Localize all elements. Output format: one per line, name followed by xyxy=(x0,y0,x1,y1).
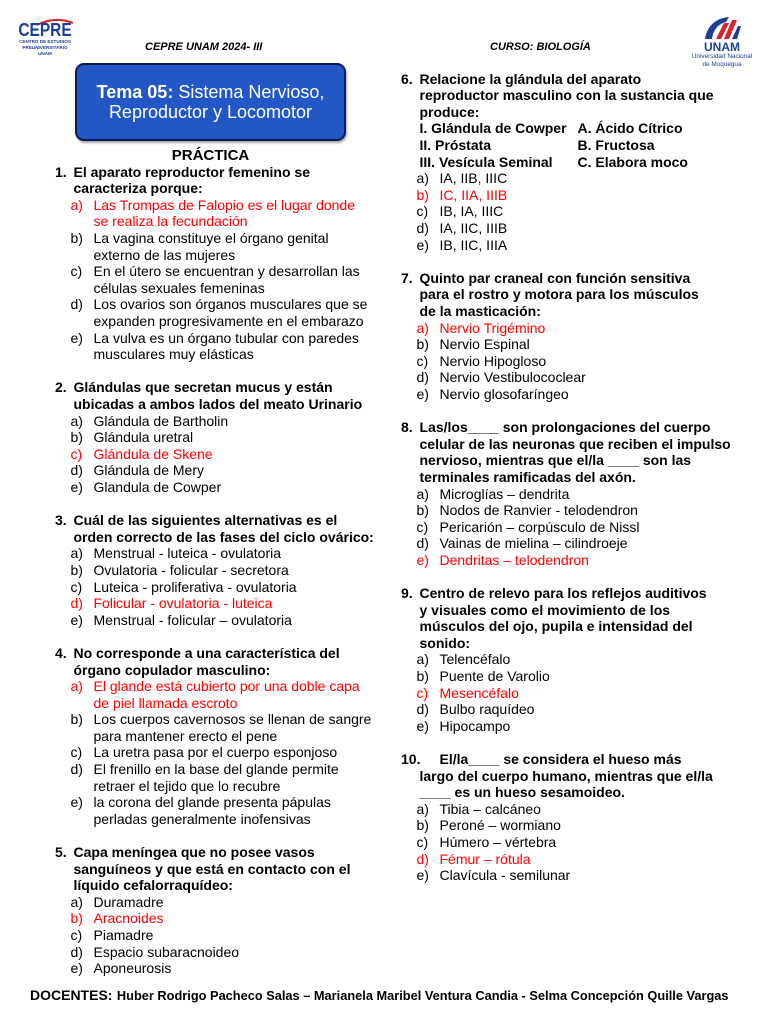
option-letter: a) xyxy=(416,485,429,502)
topic-number: Tema 05: xyxy=(96,82,174,102)
option-d xyxy=(401,851,756,868)
option-d xyxy=(55,296,385,329)
option-text-line: IC, IIA, IIIB xyxy=(439,186,508,203)
option-d xyxy=(55,761,385,794)
option-e xyxy=(55,960,385,977)
question-stem xyxy=(55,379,385,412)
option-b xyxy=(401,668,756,685)
cepre-logo-line: UNAM xyxy=(38,50,52,56)
option-text-line: retraer el tejido que lo recubre xyxy=(93,777,281,794)
matching-substance: A. Ácido Cítrico xyxy=(577,120,683,137)
option-text-line: IA, IIC, IIIB xyxy=(439,220,508,237)
footer-label: DOCENTES: xyxy=(30,987,113,1003)
option-d xyxy=(55,462,385,479)
question-stem-line: ubicadas a ambos lados del meato Urinario xyxy=(73,396,363,412)
option-text-line: Menstrual - luteica - ovulatoria xyxy=(93,545,282,562)
question-stem xyxy=(401,585,756,651)
option-text-line: Nervio glosofaríngeo xyxy=(439,385,569,402)
option-text-line: células sexuales femeninas xyxy=(93,279,265,296)
option-text-line: Nervio Espinal xyxy=(439,336,530,353)
option-text-line: Puente de Varolio xyxy=(439,668,550,685)
option-letter: b) xyxy=(416,336,429,353)
option-c xyxy=(401,685,756,702)
option-letter: c) xyxy=(70,578,83,595)
option-letter: c) xyxy=(70,927,83,943)
option-letter: c) xyxy=(416,203,429,220)
question-stem-line: Quinto par craneal con función sensitiva xyxy=(419,269,691,286)
cepre-logo xyxy=(13,18,77,56)
unam-logo-line: de Moquegua xyxy=(702,61,742,68)
option-letter: b) xyxy=(70,561,83,578)
option-b xyxy=(401,817,756,834)
option-text-line: La vulva es un órgano tubular con paredes xyxy=(93,329,359,346)
question-stem-line: caracteriza porque: xyxy=(73,180,203,197)
option-letter: c) xyxy=(416,834,429,850)
option-c xyxy=(55,744,385,761)
option-text-line: Bulbo raquídeo xyxy=(439,701,535,718)
question-number: 4. xyxy=(55,644,67,661)
question-stem-line: No corresponde a una característica del xyxy=(73,644,340,661)
question-5 xyxy=(55,844,385,977)
question-number: 6. xyxy=(401,70,413,87)
question-stem-line: Capa meníngea que no posee vasos xyxy=(73,844,315,861)
option-text-line: Glándula de Mery xyxy=(93,462,205,479)
option-d xyxy=(55,595,385,612)
question-stem xyxy=(401,270,756,320)
option-text-line: Menstrual - folicular – ovulatoria xyxy=(93,611,292,628)
option-text-line: Vainas de mielina – cilindroeje xyxy=(439,535,628,552)
option-c xyxy=(55,579,385,596)
question-stem-line: El/la____ se considera el hueso más xyxy=(439,751,682,768)
option-b xyxy=(55,230,385,263)
option-letter: e) xyxy=(416,551,429,568)
option-c xyxy=(55,927,385,944)
question-stem-line: sanguíneos y que está en contacto con el xyxy=(73,860,351,877)
option-text-line: Ovulatoria - folicular - secretora xyxy=(93,561,289,578)
option-letter: d) xyxy=(416,369,429,386)
option-text-line: expanden progresivamente en el embarazo xyxy=(93,313,364,330)
question-stem-line: Glándulas que secretan mucus y están xyxy=(73,379,333,396)
option-text-line: Espacio subaracnoideo xyxy=(93,943,240,960)
option-a xyxy=(55,197,385,230)
option-text-line: Nervio Vestibulococlear xyxy=(439,369,586,386)
option-e xyxy=(401,552,756,569)
question-stem-line: produce: xyxy=(419,103,480,120)
option-text-line: la corona del glande presenta pápulas xyxy=(93,794,331,811)
question-stem xyxy=(401,419,756,485)
option-letter: e) xyxy=(416,867,429,884)
option-letter: c) xyxy=(70,744,83,761)
option-text-line: para mantener erecto el pene xyxy=(93,727,278,744)
option-b xyxy=(401,502,756,519)
option-text-line: Clavícula - semilunar xyxy=(439,867,571,884)
option-text-line: de piel llamada escroto xyxy=(93,694,238,711)
question-stem-line: para el rostro y motora para los músculos xyxy=(419,286,699,303)
footer-teachers xyxy=(30,986,729,1005)
question-number: 5. xyxy=(55,844,67,861)
question-7 xyxy=(401,270,756,403)
option-e xyxy=(55,330,385,363)
question-stem-line: y visuales como el movimiento de los xyxy=(419,601,671,618)
option-text-line: Los ovarios son órganos musculares que se xyxy=(93,296,368,313)
question-stem-line: largo del cuerpo humano, mientras que el/la xyxy=(419,767,713,784)
option-d xyxy=(55,944,385,961)
option-text-line: IB, IA, IIIC xyxy=(439,203,504,220)
option-text-line: externo de las mujeres xyxy=(93,246,236,263)
option-a xyxy=(401,320,756,337)
option-d xyxy=(401,220,756,237)
option-text-line: Las Trompas de Falopio es el lugar donde xyxy=(93,196,355,213)
option-a xyxy=(55,413,385,430)
matching-gland: III. Vesícula Seminal xyxy=(419,153,553,170)
option-text-line: Nodos de Ranvier - telodendron xyxy=(439,502,638,519)
option-text-line: Peroné – wormiano xyxy=(439,817,561,834)
option-letter: b) xyxy=(70,711,83,728)
topic-title-box xyxy=(75,63,346,141)
matching-substance: C. Elabora moco xyxy=(577,153,688,170)
option-a xyxy=(401,651,756,668)
matching-row xyxy=(401,120,756,137)
question-8 xyxy=(401,419,756,568)
option-b xyxy=(55,429,385,446)
option-text-line: La uretra pasa por el cuerpo esponjoso xyxy=(93,744,338,761)
question-stem-line: Centro de relevo para los reflejos auditivos xyxy=(419,585,707,602)
option-text-line: Aponeurosis xyxy=(93,960,172,977)
option-b xyxy=(55,711,385,744)
section-title: PRÁCTICA xyxy=(171,146,250,164)
option-letter: e) xyxy=(70,329,83,346)
left-column xyxy=(55,164,385,994)
option-text-line: Telencéfalo xyxy=(439,651,511,668)
option-letter: d) xyxy=(70,296,83,313)
question-number: 3. xyxy=(55,512,67,529)
option-a xyxy=(55,894,385,911)
option-letter: a) xyxy=(416,651,429,668)
option-letter: e) xyxy=(416,236,429,253)
question-stem-line: de la masticación: xyxy=(419,303,541,319)
option-letter: e) xyxy=(70,794,83,811)
option-letter: a) xyxy=(70,412,83,429)
question-number: 2. xyxy=(55,379,67,396)
option-letter: c) xyxy=(416,518,429,535)
option-letter: d) xyxy=(70,761,83,778)
question-number: 7. xyxy=(401,269,413,286)
option-text-line: En el útero se encuentran y desarrollan las xyxy=(93,263,360,280)
option-text-line: Los cuerpos cavernosos se llenan de sangre xyxy=(93,711,372,728)
option-text-line: Aracnoides xyxy=(93,910,164,927)
question-stem-line: terminales ramificadas del axón. xyxy=(419,468,636,485)
option-a xyxy=(55,545,385,562)
option-text-line: Piamadre xyxy=(93,927,154,943)
option-e xyxy=(55,794,385,827)
option-text-line: Duramadre xyxy=(93,893,164,910)
option-text-line: Dendritas – telodendron xyxy=(439,551,589,568)
matching-row xyxy=(401,154,756,171)
option-letter: b) xyxy=(70,910,83,927)
option-text-line: Húmero – vértebra xyxy=(439,834,557,850)
option-letter: a) xyxy=(70,545,83,562)
option-letter: d) xyxy=(416,535,429,552)
question-stem-line: Relacione la glándula del aparato xyxy=(419,70,642,87)
question-stem-line: Las/los____ son prolongaciones del cuerpo xyxy=(419,419,711,436)
option-letter: a) xyxy=(70,196,83,213)
option-letter: b) xyxy=(416,186,429,203)
option-d xyxy=(401,701,756,718)
question-2 xyxy=(55,379,385,495)
option-text-line: musculares muy elásticas xyxy=(93,346,254,363)
matching-substance: B. Fructosa xyxy=(577,137,655,154)
option-letter: a) xyxy=(416,170,429,187)
option-letter: c) xyxy=(416,684,429,701)
question-10 xyxy=(401,751,756,884)
topic-name-part-2: Reproductor y Locomotor xyxy=(108,102,313,122)
unam-logo xyxy=(686,14,758,69)
option-text-line: Glándula de Skene xyxy=(93,445,213,462)
option-text-line: La vagina constituye el órgano genital xyxy=(93,230,329,247)
question-stem-line: El aparato reproductor femenino se xyxy=(73,163,310,180)
cepre-logo-line: PREUNIVERSITARIO xyxy=(22,44,68,50)
option-letter: a) xyxy=(416,319,429,336)
option-text-line: Nervio Hipogloso xyxy=(439,352,547,369)
option-c xyxy=(55,263,385,296)
option-e xyxy=(401,237,756,254)
question-stem xyxy=(401,71,756,121)
option-d xyxy=(401,369,756,386)
unam-wordmark: UNAM xyxy=(704,40,740,54)
option-e xyxy=(401,867,756,884)
option-letter: a) xyxy=(70,678,83,695)
option-a xyxy=(55,678,385,711)
question-stem xyxy=(401,751,756,801)
program-label: CEPRE UNAM 2024- III xyxy=(145,41,263,53)
option-letter: e) xyxy=(416,717,429,734)
question-number: 1. xyxy=(55,163,67,180)
option-e xyxy=(401,718,756,735)
matching-gland: I. Glándula de Cowper xyxy=(419,120,567,137)
option-letter: b) xyxy=(70,429,83,446)
option-b xyxy=(401,187,756,204)
topic-name-part-1: Sistema Nervioso, xyxy=(178,82,325,102)
question-stem-line: sonido: xyxy=(419,634,471,651)
question-stem xyxy=(55,844,385,894)
question-stem-line: ____ es un hueso sesamoideo. xyxy=(419,784,625,801)
question-stem-line: celular de las neuronas que reciben el impulso xyxy=(419,435,731,452)
option-d xyxy=(401,535,756,552)
question-stem xyxy=(55,512,385,545)
course-label: CURSO: BIOLOGÍA xyxy=(490,41,591,53)
option-e xyxy=(401,386,756,403)
option-c xyxy=(55,446,385,463)
question-stem-line: Cuál de las siguientes alternativas es el xyxy=(73,512,338,529)
option-a xyxy=(401,486,756,503)
question-number: 10. xyxy=(401,751,421,768)
question-stem xyxy=(55,164,385,197)
option-letter: b) xyxy=(416,817,429,834)
question-stem-line: líquido cefalorraquídeo: xyxy=(73,877,233,894)
question-stem xyxy=(55,645,385,678)
option-letter: d) xyxy=(416,850,429,867)
option-text-line: Microglías – dendrita xyxy=(439,485,570,502)
option-text-line: se realiza la fecundación xyxy=(93,213,248,230)
option-text-line: El glande está cubierto por una doble capa xyxy=(93,678,360,695)
option-b xyxy=(55,910,385,927)
topic-title-line-1 xyxy=(77,82,344,102)
question-stem-line: nervioso, mientras que el/la ____ son las xyxy=(419,452,692,469)
footer-teacher-names: Huber Rodrigo Pacheco Salas – Marianela Maribel Ventura Candia - Selma Concepción Quille Vargas xyxy=(116,988,729,1003)
option-text-line: Hipocampo xyxy=(439,717,511,734)
option-text-line: El frenillo en la base del glande permite xyxy=(93,761,339,778)
question-number: 9. xyxy=(401,585,413,602)
question-stem-line: reproductor masculino con la sustancia que xyxy=(419,87,714,104)
option-c xyxy=(401,353,756,370)
option-text-line: Folicular - ovulatoria - luteica xyxy=(93,595,273,612)
option-letter: a) xyxy=(416,800,429,817)
option-e xyxy=(55,479,385,496)
option-c xyxy=(401,519,756,536)
option-text-line: Mesencéfalo xyxy=(439,684,519,701)
option-a xyxy=(401,170,756,187)
option-letter: b) xyxy=(70,230,83,247)
option-letter: d) xyxy=(416,701,429,718)
option-letter: e) xyxy=(70,960,83,977)
question-number: 8. xyxy=(401,419,413,436)
right-column xyxy=(401,71,756,901)
cepre-logo-line: CENTRO DE ESTUDIOS xyxy=(19,39,71,44)
option-letter: e) xyxy=(416,385,429,402)
option-text-line: Tibia – calcáneo xyxy=(439,800,541,817)
option-text-line: IA, IIB, IIIC xyxy=(439,170,508,187)
option-letter: d) xyxy=(70,943,83,960)
option-text-line: Glándula de Bartholin xyxy=(93,412,229,429)
option-text-line: Pericarión – corpúsculo de Nissl xyxy=(439,518,640,535)
option-letter: c) xyxy=(416,352,429,369)
option-text-line: Glándula uretral xyxy=(93,429,194,446)
matching-gland: II. Próstata xyxy=(419,137,492,154)
question-6 xyxy=(401,71,756,254)
matching-row xyxy=(401,137,756,154)
question-4 xyxy=(55,645,385,828)
option-text-line: Nervio Trigémino xyxy=(439,319,546,336)
option-letter: e) xyxy=(70,611,83,628)
unam-logo-line: Universidad Nacional xyxy=(691,53,753,60)
option-text-line: perladas generalmente inofensivas xyxy=(93,810,311,827)
option-text-line: Luteica - proliferativa - ovulatoria xyxy=(93,578,297,595)
option-text-line: Glandula de Cowper xyxy=(93,478,222,495)
question-stem-line: orden correcto de las fases del ciclo ovárico: xyxy=(73,528,374,545)
option-letter: d) xyxy=(70,595,83,612)
option-b xyxy=(401,336,756,353)
cepre-wordmark: CEPRE xyxy=(18,20,72,40)
option-letter: b) xyxy=(416,502,429,519)
question-9 xyxy=(401,585,756,734)
option-c xyxy=(401,834,756,851)
unam-emblem-icon xyxy=(702,14,742,40)
question-stem-line: músculos del ojo, pupila e intensidad del xyxy=(419,618,693,635)
option-letter: b) xyxy=(416,668,429,685)
option-text-line: IB, IIC, IIIA xyxy=(439,236,508,253)
question-stem-line: órgano copulador masculino: xyxy=(73,661,271,678)
option-letter: d) xyxy=(416,220,429,237)
option-a xyxy=(401,801,756,818)
option-letter: c) xyxy=(70,263,83,280)
option-letter: c) xyxy=(70,445,83,462)
option-text-line: Fémur – rótula xyxy=(439,850,531,867)
option-letter: e) xyxy=(70,478,83,495)
option-letter: d) xyxy=(70,462,83,479)
question-1 xyxy=(55,164,385,363)
option-c xyxy=(401,203,756,220)
option-e xyxy=(55,612,385,629)
question-3 xyxy=(55,512,385,628)
option-letter: a) xyxy=(70,893,83,910)
option-b xyxy=(55,562,385,579)
